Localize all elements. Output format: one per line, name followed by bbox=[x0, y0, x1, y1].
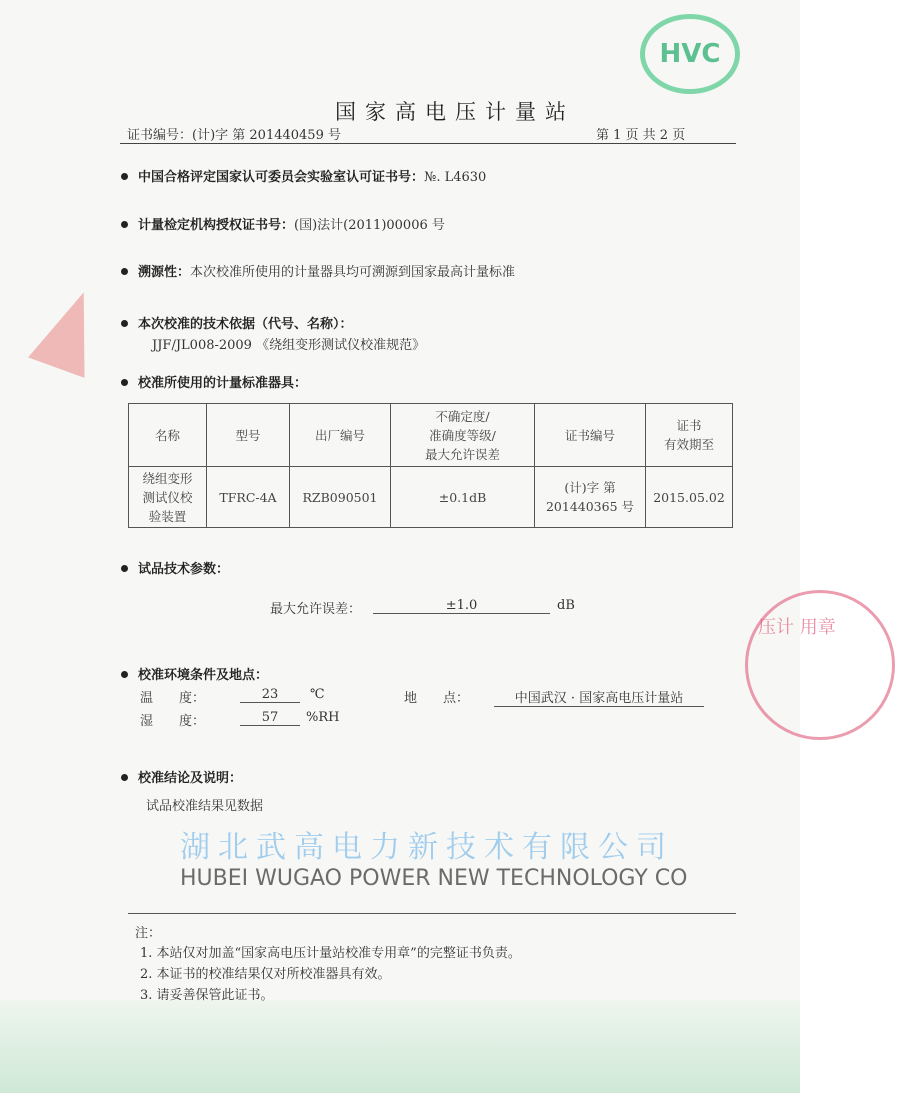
cell: TFRC-4A bbox=[207, 467, 290, 528]
cell: ±0.1dB bbox=[391, 467, 535, 528]
temp-label: 温 度： bbox=[140, 691, 206, 706]
location-value: 中国武汉 · 国家高电压计量站 bbox=[494, 687, 704, 707]
location-label: 地 点： bbox=[404, 691, 470, 706]
header-cell: 名称 bbox=[129, 404, 207, 467]
max-error-label: 最大允许误差： bbox=[270, 602, 362, 617]
conclusion-text: 试品校准结果见数据 bbox=[146, 799, 264, 814]
bullet-icon bbox=[121, 320, 128, 327]
humidity-value: 57 bbox=[240, 710, 300, 726]
table-row bbox=[129, 467, 733, 528]
page-info: 第 1 页 共 2 页 bbox=[596, 128, 686, 143]
humidity-unit: %RH bbox=[306, 710, 340, 725]
logo: HVC bbox=[640, 14, 740, 94]
watermark-english: HUBEI WUGAO POWER NEW TECHNOLOGY CO bbox=[180, 866, 688, 891]
table-header-row bbox=[129, 404, 733, 467]
bullet-icon bbox=[121, 268, 128, 275]
item-label: 溯源性： bbox=[138, 265, 191, 280]
item-label: 校准所使用的计量标准器具： bbox=[138, 376, 308, 391]
cell: RZB090501 bbox=[290, 467, 391, 528]
bullet-icon bbox=[121, 565, 128, 572]
note-item: 3. 请妥善保管此证书。 bbox=[140, 988, 274, 1003]
document-title: 国家高电压计量站 bbox=[335, 100, 575, 124]
max-error-value: ±1.0 bbox=[373, 598, 550, 614]
item-label: 中国合格评定国家认可委员会实验室认可证书号： bbox=[138, 170, 425, 185]
item-accreditation bbox=[138, 166, 486, 185]
item-label: 计量检定机构授权证书号： bbox=[138, 218, 295, 233]
item-value: №. L4630 bbox=[424, 170, 487, 185]
header-cell: 型号 bbox=[207, 404, 290, 467]
note-item: 1. 本站仅对加盖“国家高电压计量站校准专用章”的完整证书负责。 bbox=[140, 946, 521, 961]
cell: 绕组变形 测试仪校 验装置 bbox=[129, 467, 207, 528]
bullet-icon bbox=[121, 173, 128, 180]
max-error-unit: dB bbox=[557, 598, 575, 613]
item-authorization bbox=[138, 214, 445, 233]
humidity-label: 湿 度： bbox=[140, 714, 206, 729]
bottom-green-band bbox=[0, 1000, 800, 1093]
bullet-icon bbox=[121, 221, 128, 228]
bullet-icon bbox=[121, 774, 128, 781]
certificate-number: 证书编号：(计)字 第 201440459 号 bbox=[127, 128, 341, 143]
header-divider bbox=[120, 143, 736, 144]
header-cell: 出厂编号 bbox=[290, 404, 391, 467]
cell: (计)字 第 201440365 号 bbox=[535, 467, 646, 528]
header-cell: 证书编号 bbox=[535, 404, 646, 467]
notes-title: 注： bbox=[135, 926, 162, 941]
bullet-icon bbox=[121, 671, 128, 678]
temp-value: 23 bbox=[240, 687, 300, 703]
temp-unit: ℃ bbox=[310, 687, 325, 702]
header-cell: 不确定度/ 准确度等级/ 最大允许误差 bbox=[391, 404, 535, 467]
item-label: 本次校准的技术依据（代号、名称）： bbox=[138, 317, 353, 332]
bullet-icon bbox=[121, 379, 128, 386]
cell: 2015.05.02 bbox=[646, 467, 733, 528]
params-label: 试品技术参数： bbox=[138, 562, 230, 577]
stamp: 压计 用章 bbox=[745, 590, 895, 740]
notes-divider bbox=[128, 913, 736, 914]
company-logo-mark bbox=[28, 282, 112, 378]
item-value: 本次校准所使用的计量器具均可溯源到国家最高计量标准 bbox=[190, 265, 516, 280]
standards-table bbox=[128, 403, 733, 528]
item-value: JJF/JL008-2009 《绕组变形测试仪校准规范》 bbox=[152, 338, 426, 353]
header-cell: 证书 有效期至 bbox=[646, 404, 733, 467]
conclusion-label: 校准结论及说明： bbox=[138, 771, 243, 786]
note-item: 2. 本证书的校准结果仅对所校准器具有效。 bbox=[140, 967, 391, 982]
watermark-chinese: 湖北武高电力新技术有限公司 bbox=[180, 830, 674, 865]
env-label: 校准环境条件及地点： bbox=[138, 668, 269, 683]
item-traceability bbox=[138, 261, 515, 280]
item-value: (国)法计(2011)00006 号 bbox=[294, 218, 445, 233]
